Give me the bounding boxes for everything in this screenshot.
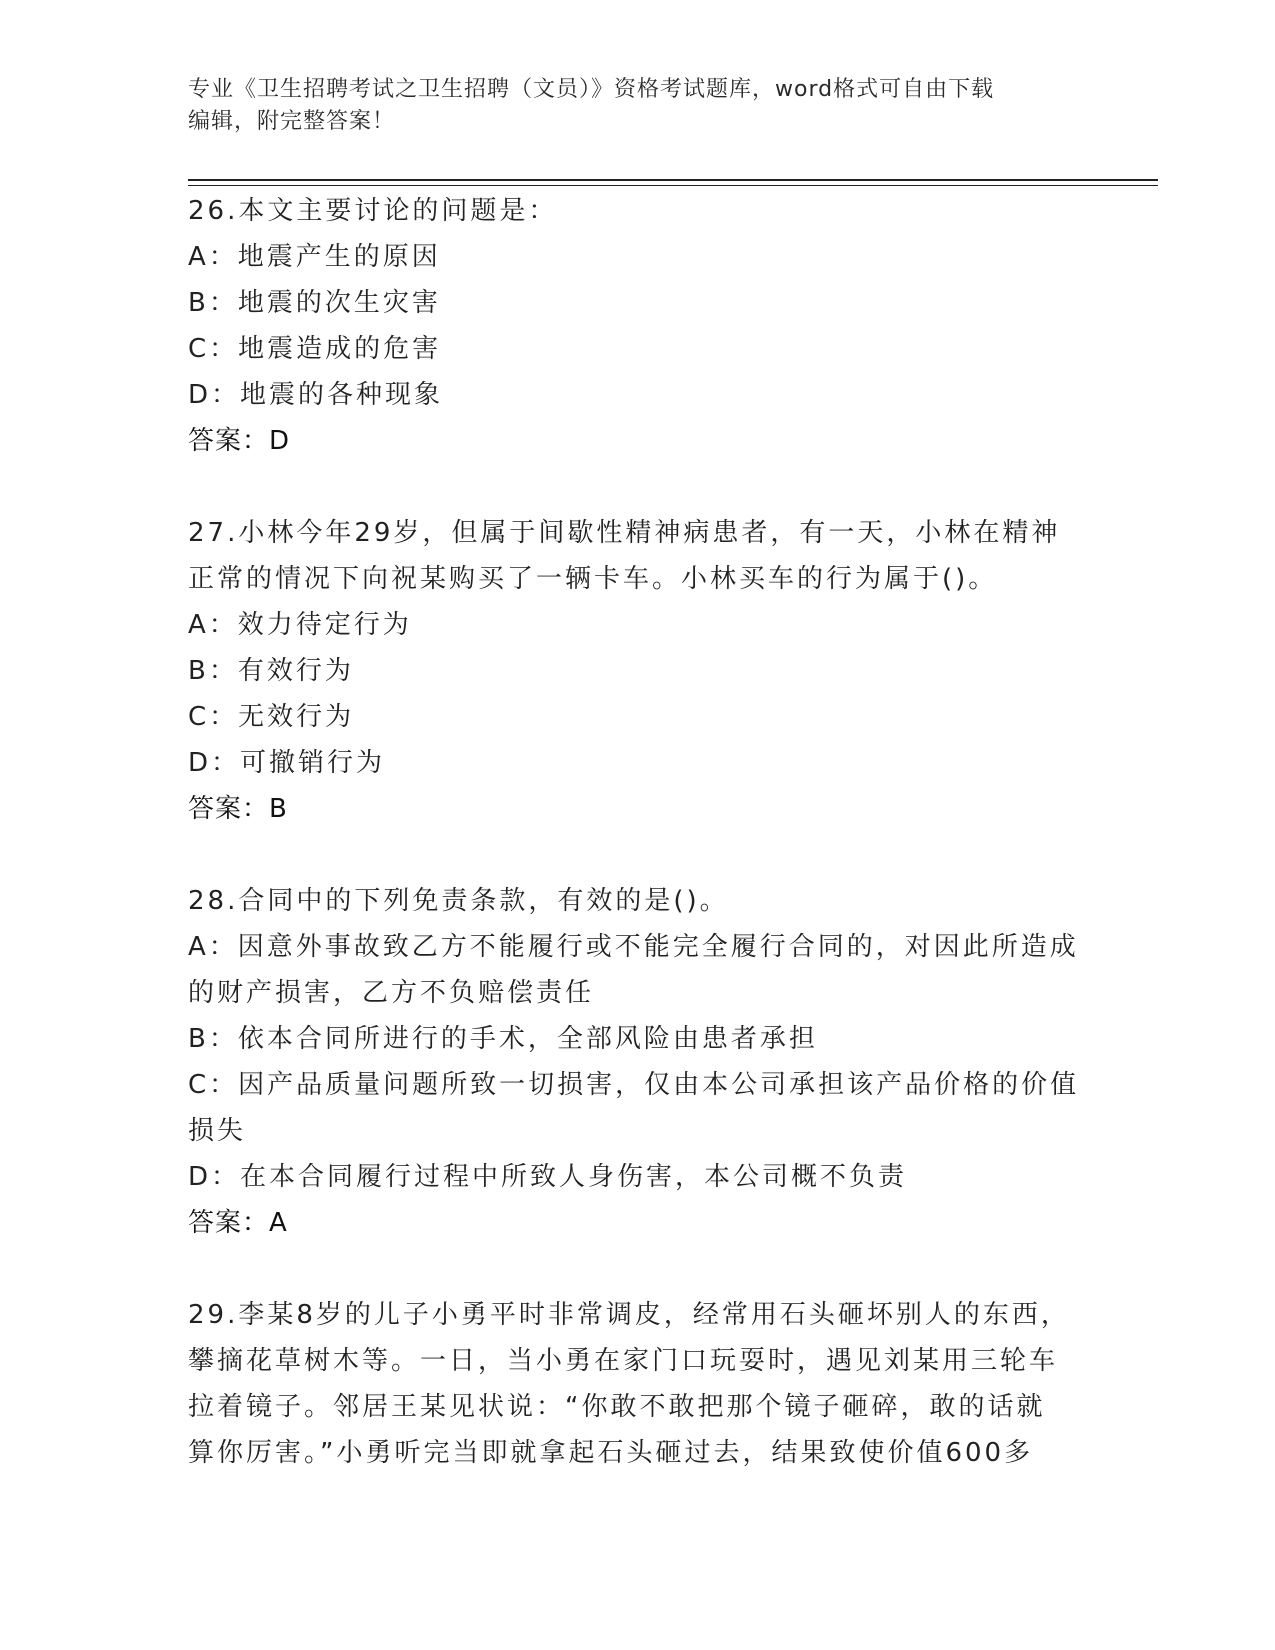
option-a-line-1: A：因意外事故致乙方不能履行或不能完全履行合同的，对因此所造成 bbox=[188, 932, 1079, 962]
option-d: D：地震的各种现象 bbox=[188, 380, 444, 410]
question-stem-line-3: 拉着镜子。邻居王某见状说：“你敢不敢把那个镜子砸碎，敢的话就 bbox=[188, 1392, 1046, 1422]
question-27 bbox=[188, 510, 1088, 832]
option-a: A：地震产生的原因 bbox=[188, 242, 441, 272]
option-b: B：地震的次生灾害 bbox=[188, 288, 441, 318]
option-d: D：可撤销行为 bbox=[188, 748, 386, 778]
question-spacer bbox=[188, 1246, 1088, 1292]
question-stem-line-2: 攀摘花草树木等。一日，当小勇在家门口玩耍时，遇见刘某用三轮车 bbox=[188, 1346, 1059, 1376]
question-28 bbox=[188, 878, 1088, 1246]
answer-label: 答案：D bbox=[188, 426, 291, 456]
document-header-note bbox=[188, 74, 1088, 138]
question-stem: 28.合同中的下列免责条款，有效的是()。 bbox=[188, 886, 729, 916]
question-stem: 26.本文主要讨论的问题是： bbox=[188, 196, 558, 226]
header-note-line-1: 专业《卫生招聘考试之卫生招聘（文员）》资格考试题库，word格式可自由下载 bbox=[188, 77, 995, 102]
question-spacer bbox=[188, 464, 1088, 510]
answer-label: 答案：B bbox=[188, 794, 288, 824]
question-26 bbox=[188, 188, 1088, 464]
header-note-line-2: 编辑，附完整答案！ bbox=[188, 109, 396, 134]
option-a: A：效力待定行为 bbox=[188, 610, 412, 640]
question-stem-line-4: 算你厉害。”小勇听完当即就拿起石头砸过去，结果致使价值600多 bbox=[188, 1438, 1034, 1468]
question-stem-line-1: 27.小林今年29岁，但属于间歇性精神病患者，有一天，小林在精神 bbox=[188, 518, 1061, 548]
question-stem-line-1: 29.李某8岁的儿子小勇平时非常调皮，经常用石头砸坏别人的东西， bbox=[188, 1300, 1070, 1330]
option-a-line-2: 的财产损害，乙方不负赔偿责任 bbox=[188, 978, 595, 1008]
option-c-line-1: C：因产品质量问题所致一切损害，仅由本公司承担该产品价格的价值 bbox=[188, 1070, 1080, 1100]
option-c: C：地震造成的危害 bbox=[188, 334, 442, 364]
question-list bbox=[188, 188, 1088, 1476]
option-c: C：无效行为 bbox=[188, 702, 355, 732]
option-b: B：有效行为 bbox=[188, 656, 354, 686]
option-d: D：在本合同履行过程中所致人身伤害，本公司概不负责 bbox=[188, 1162, 908, 1192]
option-b: B：依本合同所进行的手术，全部风险由患者承担 bbox=[188, 1024, 818, 1054]
question-stem-line-2: 正常的情况下向祝某购买了一辆卡车。小林买车的行为属于()。 bbox=[188, 564, 998, 594]
header-divider-thin bbox=[188, 185, 1158, 186]
question-spacer bbox=[188, 832, 1088, 878]
header-divider-thick bbox=[188, 179, 1158, 181]
option-c-line-2: 损失 bbox=[188, 1116, 247, 1146]
question-29 bbox=[188, 1292, 1088, 1476]
answer-label: 答案：A bbox=[188, 1208, 288, 1238]
